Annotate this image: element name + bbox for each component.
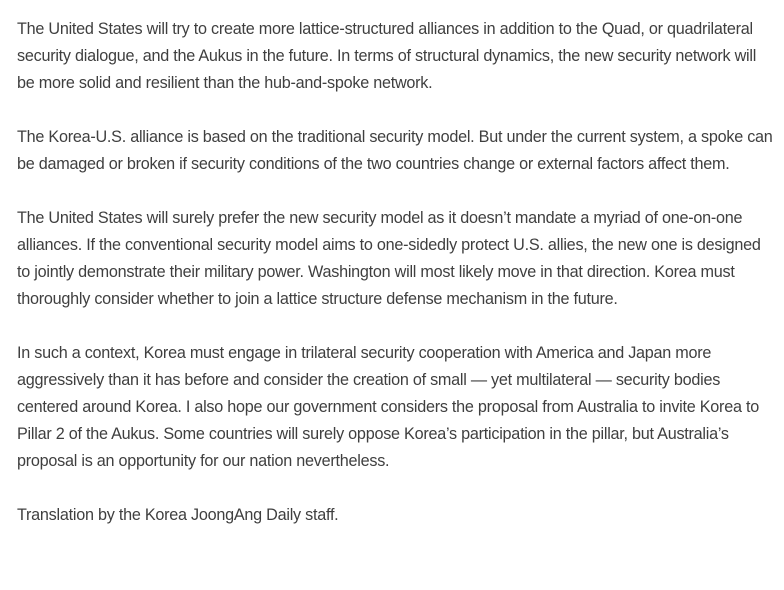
article-paragraph-3: The United States will surely prefer the new security model as it doesn’t mandate a myriad of one-on-one alliances. If the conventional security model aims to one-sidedly protect U.S. allies, the new one is designed to jointly demonstrate their military power. Washington will most likely move in that direction. Korea must thoroughly consider whether to join a lattice structure defense mechanism in the future.	[17, 209, 761, 308]
article-body	[17, 16, 777, 529]
translation-credit: Translation by the Korea JoongAng Daily staff.	[17, 506, 339, 524]
article-paragraph-2: The Korea-U.S. alliance is based on the traditional security model. But under the current system, a spoke can be damaged or broken if security conditions of the two countries change or external factors affect them.	[17, 128, 773, 173]
article-paragraph-1: The United States will try to create more lattice-structured alliances in addition to the Quad, or quadrilateral security dialogue, and the Aukus in the future. In terms of structural dynamics, the new security network will be more solid and resilient than the hub-and-spoke network.	[17, 20, 757, 92]
article-paragraph-4: In such a context, Korea must engage in trilateral security cooperation with America and Japan more aggressively than it has before and consider the creation of small — yet multilateral — security bodies centered around Korea. I also hope our government considers the proposal from Australia to invite Korea to Pillar 2 of the Aukus. Some countries will surely oppose Korea’s participation in the pillar, but Australia’s proposal is an opportunity for our nation nevertheless.	[17, 344, 759, 470]
